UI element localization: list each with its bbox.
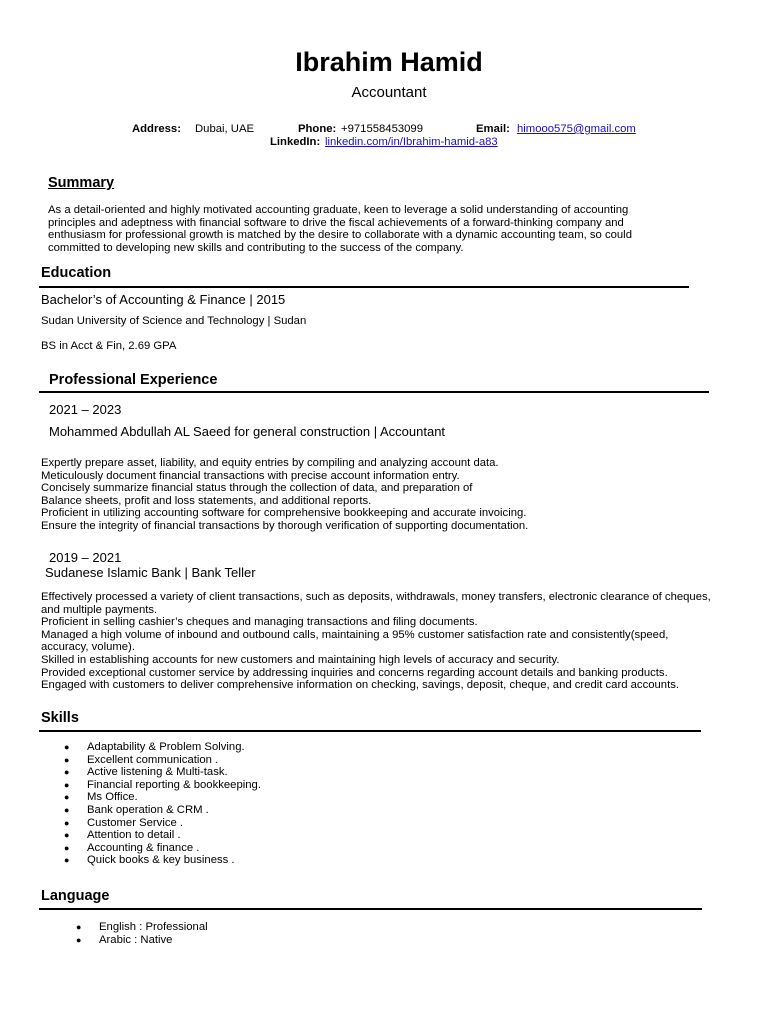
list-item [64,817,261,830]
list-item [64,791,261,804]
job-duty-line: Proficient in utilizing accounting software for comprehensive bookkeeping and accurate invoicing. [41,507,527,520]
skills-heading: Skills [41,710,79,726]
job-duty-line: Effectively processed a variety of client transactions, such as deposits, withdrawals, money transfers, electronic clearance of cheques, [41,591,711,603]
bullet-icon: ● [64,855,70,866]
summary-paragraph [48,204,632,254]
summary-heading: Summary [48,175,115,191]
summary-line: As a detail-oriented and highly motivated accounting graduate, keen to leverage a solid understanding of accounting [48,204,629,216]
bullet-icon: ● [64,754,70,765]
list-item [64,766,261,779]
language-heading: Language [41,888,110,904]
skill-text: Bank operation & CRM . [87,803,209,816]
job-duty-line: Managed a high volume of inbound and outbound calls, maintaining a 95% customer satisfaction rate and consistently(speed, [41,628,669,641]
list-item [76,921,208,934]
skill-text: Ms Office. [87,791,138,804]
job-duty-line: Concisely summarize financial status through the collection of data, and preparation of [41,482,473,495]
email-label: Email: [476,123,510,135]
skill-text: Financial reporting & bookkeeping. [87,778,261,791]
candidate-name: Ibrahim Hamid [295,47,483,77]
experience-divider [39,391,709,393]
job-role: Mohammed Abdullah AL Saeed for general construction | Accountant [49,424,446,439]
job-duty-line: Provided exceptional customer service by addressing inquiries and concerns regarding account details and banking products. [41,666,668,679]
skills-list [64,741,261,867]
linkedin-label: LinkedIn: [270,136,321,148]
language-list [76,921,208,946]
bullet-icon: ● [64,779,70,790]
skill-text: Customer Service . [87,816,184,829]
job-duty-line: Expertly prepare asset, liability, and equity entries by compiling and analyzing account data. [41,457,499,469]
education-detail: BS in Acct & Fin, 2.69 GPA [41,340,177,352]
list-item [64,829,261,842]
email-link[interactable]: himooo575@gmail.com [517,123,636,135]
list-item [64,804,261,817]
address-value: Dubai, UAE [195,123,255,135]
phone-label: Phone: [298,123,337,135]
summary-line: committed to developing new skills and contributing to the success of the company. [48,241,464,254]
job-duty-line: Skilled in establishing accounts for new customers and maintaining high levels of accuracy and security. [41,653,560,666]
job-duty-line: Engaged with customers to deliver comprehensive information on checking, savings, deposit, cheque, and credit card accounts. [41,679,679,692]
list-item [64,741,261,754]
bullet-icon: ● [64,792,70,803]
summary-line: enthusiasm for professional growth is matched by the desire to collaborate with a dynamic accounting team, so could [48,229,632,242]
job-duty-line: Meticulously document financial transactions with precise account information entry. [41,469,460,482]
education-school: Sudan University of Science and Technology | Sudan [41,315,307,327]
job-duty-line: accuracy, volume). [41,641,135,654]
candidate-title: Accountant [351,84,427,101]
skill-text: Active listening & Multi-task. [87,766,228,779]
list-item [64,842,261,855]
summary-line: principles and adeptness with financial software to drive the fiscal achievements of a forward-thinking company and [48,216,624,229]
list-item [64,779,261,792]
skill-text: Excellent communication . [87,753,219,766]
job-dates: 2019 – 2021 [49,550,122,565]
bullet-icon: ● [64,767,70,778]
job-duty-line: Balance sheets, profit and loss statements, and additional reports. [41,494,372,507]
bullet-icon: ● [64,817,70,828]
phone-value: +971558453099 [341,123,423,135]
bullet-icon: ● [76,922,82,932]
language-text: English : Professional [99,921,208,933]
list-item [64,854,261,867]
bullet-icon: ● [64,830,70,841]
language-text: Arabic : Native [99,933,173,946]
job-duty-line: and multiple payments. [41,603,158,616]
experience-heading: Professional Experience [49,372,218,388]
bullet-icon: ● [64,804,70,815]
skill-text: Accounting & finance . [87,841,200,854]
job-duty-line: Ensure the integrity of financial transactions by thorough verification of supporting documentation. [41,519,529,532]
address-label: Address: [132,123,181,135]
bullet-icon: ● [64,742,70,752]
education-heading: Education [41,265,112,281]
job-dates: 2021 – 2023 [49,402,122,417]
skills-divider [39,730,701,732]
job-duties [41,591,711,692]
linkedin-link[interactable]: linkedin.com/in/Ibrahim-hamid-a83 [325,136,498,148]
bullet-icon: ● [64,842,70,853]
skill-text: Adaptability & Problem Solving. [87,741,245,753]
job-duties [41,457,528,533]
job-role: Sudanese Islamic Bank | Bank Teller [45,565,256,580]
list-item [64,754,261,767]
education-divider [39,286,689,288]
skill-text: Attention to detail . [87,829,181,842]
education-degree: Bachelor’s of Accounting & Finance | 2015 [41,292,286,307]
job-duty-line: Proficient in selling cashier’s cheques and managing transactions and filing documents. [41,616,478,629]
list-item [76,934,208,947]
skill-text: Quick books & key business . [87,854,235,867]
language-divider [39,908,702,910]
bullet-icon: ● [76,934,82,945]
